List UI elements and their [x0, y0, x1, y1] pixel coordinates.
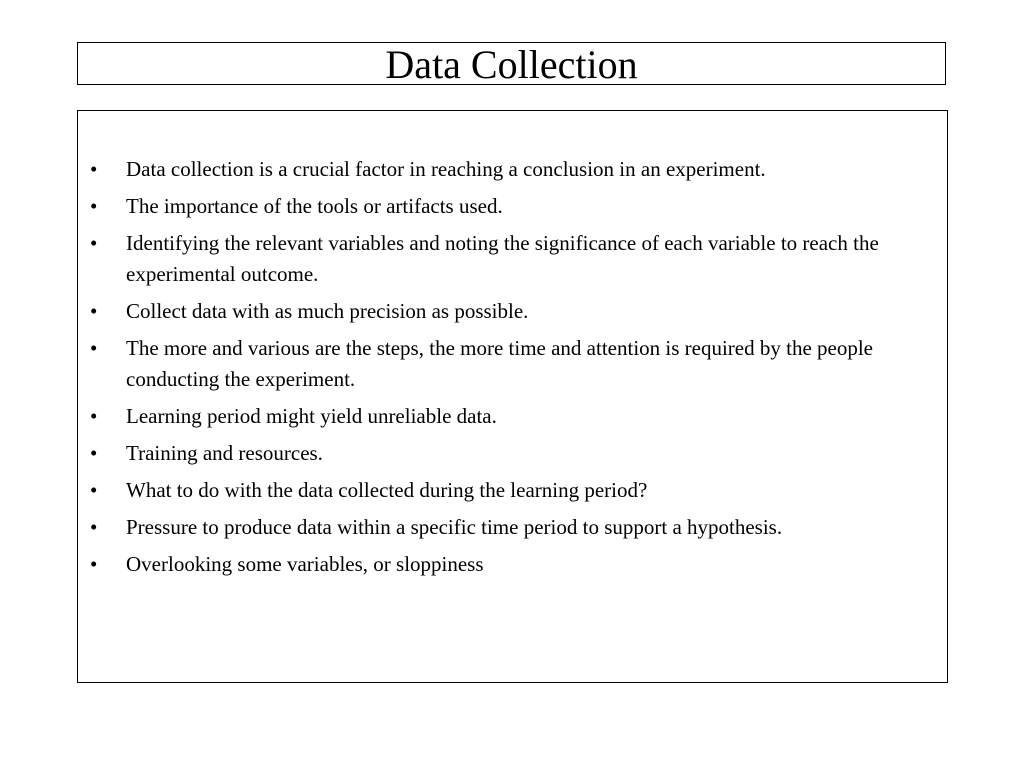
slide-content-box	[77, 110, 948, 683]
bullet-item	[78, 401, 947, 432]
slide-title: Data Collection	[385, 41, 638, 87]
bullet-text: The more and various are the steps, the more time and attention is required by the people conducting the experiment.	[126, 336, 874, 391]
bullet-icon: •	[90, 194, 98, 218]
bullet-item	[78, 154, 947, 185]
bullet-item	[78, 512, 947, 543]
bullet-text: What to do with the data collected during the learning period?	[126, 478, 648, 502]
slide-title-box	[77, 42, 946, 85]
bullet-text: Training and resources.	[126, 441, 323, 465]
bullet-text: The importance of the tools or artifacts used.	[126, 194, 503, 218]
bullet-item	[78, 228, 947, 290]
bullet-item	[78, 296, 947, 327]
bullet-item	[78, 549, 947, 580]
bullet-icon: •	[90, 478, 98, 502]
bullet-icon: •	[90, 441, 98, 465]
bullet-icon: •	[90, 552, 98, 576]
bullet-text: Collect data with as much precision as possible.	[126, 299, 529, 323]
bullet-item	[78, 438, 947, 469]
bullet-icon: •	[90, 231, 98, 255]
bullet-icon: •	[90, 157, 98, 181]
bullet-item	[78, 333, 947, 395]
bullet-item	[78, 191, 947, 222]
bullet-text: Identifying the relevant variables and noting the significance of each variable to reach the experimental outcome.	[126, 231, 879, 286]
bullet-text: Pressure to produce data within a specific time period to support a hypothesis.	[126, 515, 783, 539]
bullet-icon: •	[90, 404, 98, 428]
bullet-text: Data collection is a crucial factor in reaching a conclusion in an experiment.	[126, 157, 766, 181]
bullet-icon: •	[90, 336, 98, 360]
bullet-icon: •	[90, 515, 98, 539]
bullet-item	[78, 475, 947, 506]
bullet-text: Overlooking some variables, or sloppiness	[126, 552, 484, 576]
bullet-icon: •	[90, 299, 98, 323]
bullet-list	[78, 154, 947, 586]
bullet-text: Learning period might yield unreliable data.	[126, 404, 497, 428]
